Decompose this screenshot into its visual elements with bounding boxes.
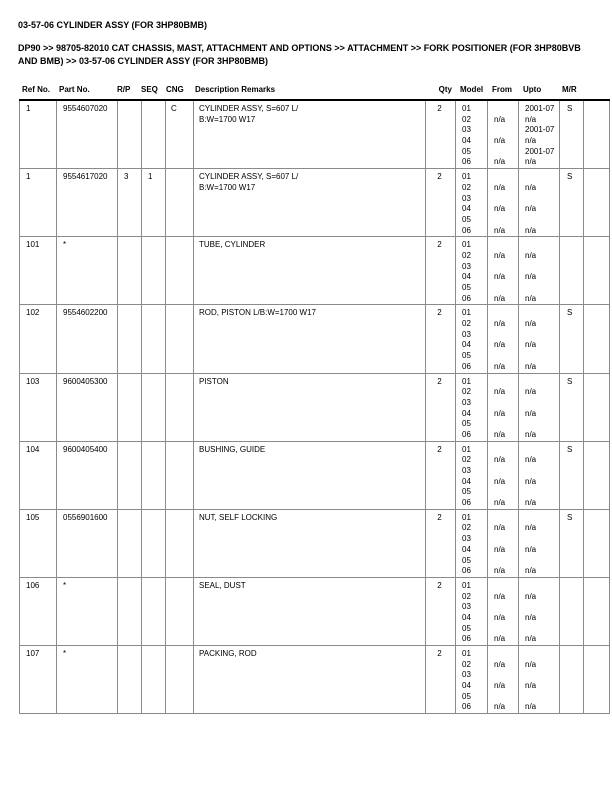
ref-no-cell: 1: [26, 172, 31, 182]
part-no-cell: 9554607020: [56, 101, 117, 168]
parts-table: [19, 99, 610, 714]
cng-cell: [165, 510, 193, 577]
ref-no-cell: 107: [26, 649, 40, 658]
qty-cell: 2: [425, 442, 455, 509]
seq-cell: 1: [141, 169, 165, 236]
seq-cell: [141, 305, 165, 372]
rp-cell: [117, 305, 141, 372]
mr-cell: S: [559, 169, 583, 236]
cng-cell: [165, 305, 193, 372]
table-row: [19, 578, 610, 646]
from-cell: n/a n/a n/a: [487, 646, 518, 713]
model-cell: 01 02 03 04 05 06: [455, 442, 487, 509]
from-cell: n/a n/a n/a: [487, 237, 518, 304]
model-cell: 01 02 03 04 05 06: [455, 646, 487, 713]
part-no-cell: 9600405300: [56, 374, 117, 441]
rp-cell: [117, 101, 141, 168]
header-from: From: [492, 85, 512, 94]
part-no-cell: 9600405400: [56, 442, 117, 509]
part-no-cell: *: [56, 578, 117, 645]
mr-cell: [559, 237, 583, 304]
cng-cell: [165, 169, 193, 236]
description-cell: CYLINDER ASSY, S=607 L/ B:W=1700 W17: [193, 169, 425, 236]
qty-cell: 2: [425, 237, 455, 304]
upto-cell: 2001-07 n/a 2001-07 n/a 2001-07 n/a: [518, 101, 559, 168]
rp-cell: [117, 374, 141, 441]
from-cell: n/a n/a n/a: [487, 101, 518, 168]
spacer-cell: [583, 510, 609, 577]
mr-cell: S: [559, 101, 583, 168]
upto-cell: n/a n/a n/a: [518, 442, 559, 509]
model-cell: 01 02 03 04 05 06: [455, 374, 487, 441]
table-row: [19, 646, 610, 714]
ref-no-cell: 101: [26, 240, 40, 250]
seq-cell: [141, 510, 165, 577]
qty-cell: 2: [425, 510, 455, 577]
part-no-cell: *: [56, 646, 117, 713]
breadcrumb: DP90 >> 98705-82010 CAT CHASSIS, MAST, ATTACHMENT AND OPTIONS >> ATTACHMENT >> FORK POSITIONER (FOR 3HP80BVB AND BMB) >> 03-57-06 CYLINDER ASSY (FOR 3HP80BMB): [18, 43, 581, 66]
header-seq: SEQ: [141, 85, 158, 94]
cng-cell: [165, 374, 193, 441]
mr-cell: S: [559, 305, 583, 372]
part-no-cell: 0556901600: [56, 510, 117, 577]
spacer-cell: [583, 442, 609, 509]
description-cell: CYLINDER ASSY, S=607 L/ B:W=1700 W17: [193, 101, 425, 168]
header-rp: R/P: [117, 85, 131, 94]
header-qty: Qty: [438, 85, 452, 94]
spacer-cell: [583, 578, 609, 645]
seq-cell: [141, 374, 165, 441]
description-cell: PISTON: [193, 374, 425, 441]
model-cell: 01 02 03 04 05 06: [455, 169, 487, 236]
qty-cell: 2: [425, 646, 455, 713]
model-cell: 01 02 03 04 05 06: [455, 101, 487, 168]
rp-cell: [117, 237, 141, 304]
seq-cell: [141, 646, 165, 713]
page-title: 03-57-06 CYLINDER ASSY (FOR 3HP80BMB): [18, 20, 208, 30]
spacer-cell: [583, 374, 609, 441]
cng-cell: [165, 442, 193, 509]
description-cell: ROD, PISTON L/B:W=1700 W17: [193, 305, 425, 372]
mr-cell: S: [559, 374, 583, 441]
upto-cell: n/a n/a n/a: [518, 374, 559, 441]
header-part-no: Part No.: [59, 85, 90, 94]
upto-cell: n/a n/a n/a: [518, 169, 559, 236]
mr-cell: S: [559, 442, 583, 509]
from-cell: n/a n/a n/a: [487, 510, 518, 577]
upto-cell: n/a n/a n/a: [518, 510, 559, 577]
model-cell: 01 02 03 04 05 06: [455, 510, 487, 577]
rp-cell: [117, 578, 141, 645]
qty-cell: 2: [425, 578, 455, 645]
spacer-cell: [583, 101, 609, 168]
part-no-cell: *: [56, 237, 117, 304]
spacer-cell: [583, 169, 609, 236]
cng-cell: [165, 578, 193, 645]
rp-cell: [117, 646, 141, 713]
qty-cell: 2: [425, 169, 455, 236]
ref-no-cell: 105: [26, 512, 40, 522]
spacer-cell: [583, 646, 609, 713]
header-ref-no: Ref No.: [22, 85, 50, 94]
rp-cell: 3: [117, 169, 141, 236]
header-description: Description Remarks: [195, 85, 276, 94]
model-cell: 01 02 03 04 05 06: [455, 237, 487, 304]
description-cell: TUBE, CYLINDER: [193, 237, 425, 304]
qty-cell: 2: [425, 101, 455, 168]
table-header-row: [19, 85, 610, 94]
part-no-cell: 9554617020: [56, 169, 117, 236]
table-row: [19, 510, 610, 578]
from-cell: n/a n/a n/a: [487, 578, 518, 645]
rp-cell: [117, 510, 141, 577]
table-row: [19, 305, 610, 373]
model-cell: 01 02 03 04 05 06: [455, 578, 487, 645]
ref-no-cell: 1: [26, 104, 31, 113]
cng-cell: C: [165, 101, 193, 168]
header-upto: Upto: [523, 85, 542, 94]
ref-no-cell: 103: [26, 376, 40, 386]
from-cell: n/a n/a n/a: [487, 305, 518, 372]
qty-cell: 2: [425, 305, 455, 372]
header-cng: CNG: [166, 85, 184, 94]
header-model: Model: [460, 85, 484, 94]
upto-cell: n/a n/a n/a: [518, 305, 559, 372]
description-cell: PACKING, ROD: [193, 646, 425, 713]
table-body: [19, 101, 610, 714]
cng-cell: [165, 646, 193, 713]
table-row: [19, 374, 610, 442]
from-cell: n/a n/a n/a: [487, 374, 518, 441]
spacer-cell: [583, 305, 609, 372]
cng-cell: [165, 237, 193, 304]
seq-cell: [141, 578, 165, 645]
upto-cell: n/a n/a n/a: [518, 578, 559, 645]
qty-cell: 2: [425, 374, 455, 441]
description-cell: BUSHING, GUIDE: [193, 442, 425, 509]
from-cell: n/a n/a n/a: [487, 442, 518, 509]
table-row: [19, 237, 610, 305]
seq-cell: [141, 237, 165, 304]
upto-cell: n/a n/a n/a: [518, 646, 559, 713]
upto-cell: n/a n/a n/a: [518, 237, 559, 304]
model-cell: 01 02 03 04 05 06: [455, 305, 487, 372]
mr-cell: S: [559, 510, 583, 577]
table-row: [19, 101, 610, 169]
spacer-cell: [583, 237, 609, 304]
description-cell: NUT, SELF LOCKING: [193, 510, 425, 577]
from-cell: n/a n/a n/a: [487, 169, 518, 236]
table-row: [19, 442, 610, 510]
ref-no-cell: 106: [26, 580, 40, 590]
part-no-cell: 9554602200: [56, 305, 117, 372]
description-cell: SEAL, DUST: [193, 578, 425, 645]
ref-no-cell: 102: [26, 308, 40, 318]
table-row: [19, 169, 610, 237]
rp-cell: [117, 442, 141, 509]
ref-no-cell: 104: [26, 444, 40, 454]
mr-cell: [559, 578, 583, 645]
mr-cell: [559, 646, 583, 713]
seq-cell: [141, 442, 165, 509]
header-mr: M/R: [562, 85, 577, 94]
seq-cell: [141, 101, 165, 168]
